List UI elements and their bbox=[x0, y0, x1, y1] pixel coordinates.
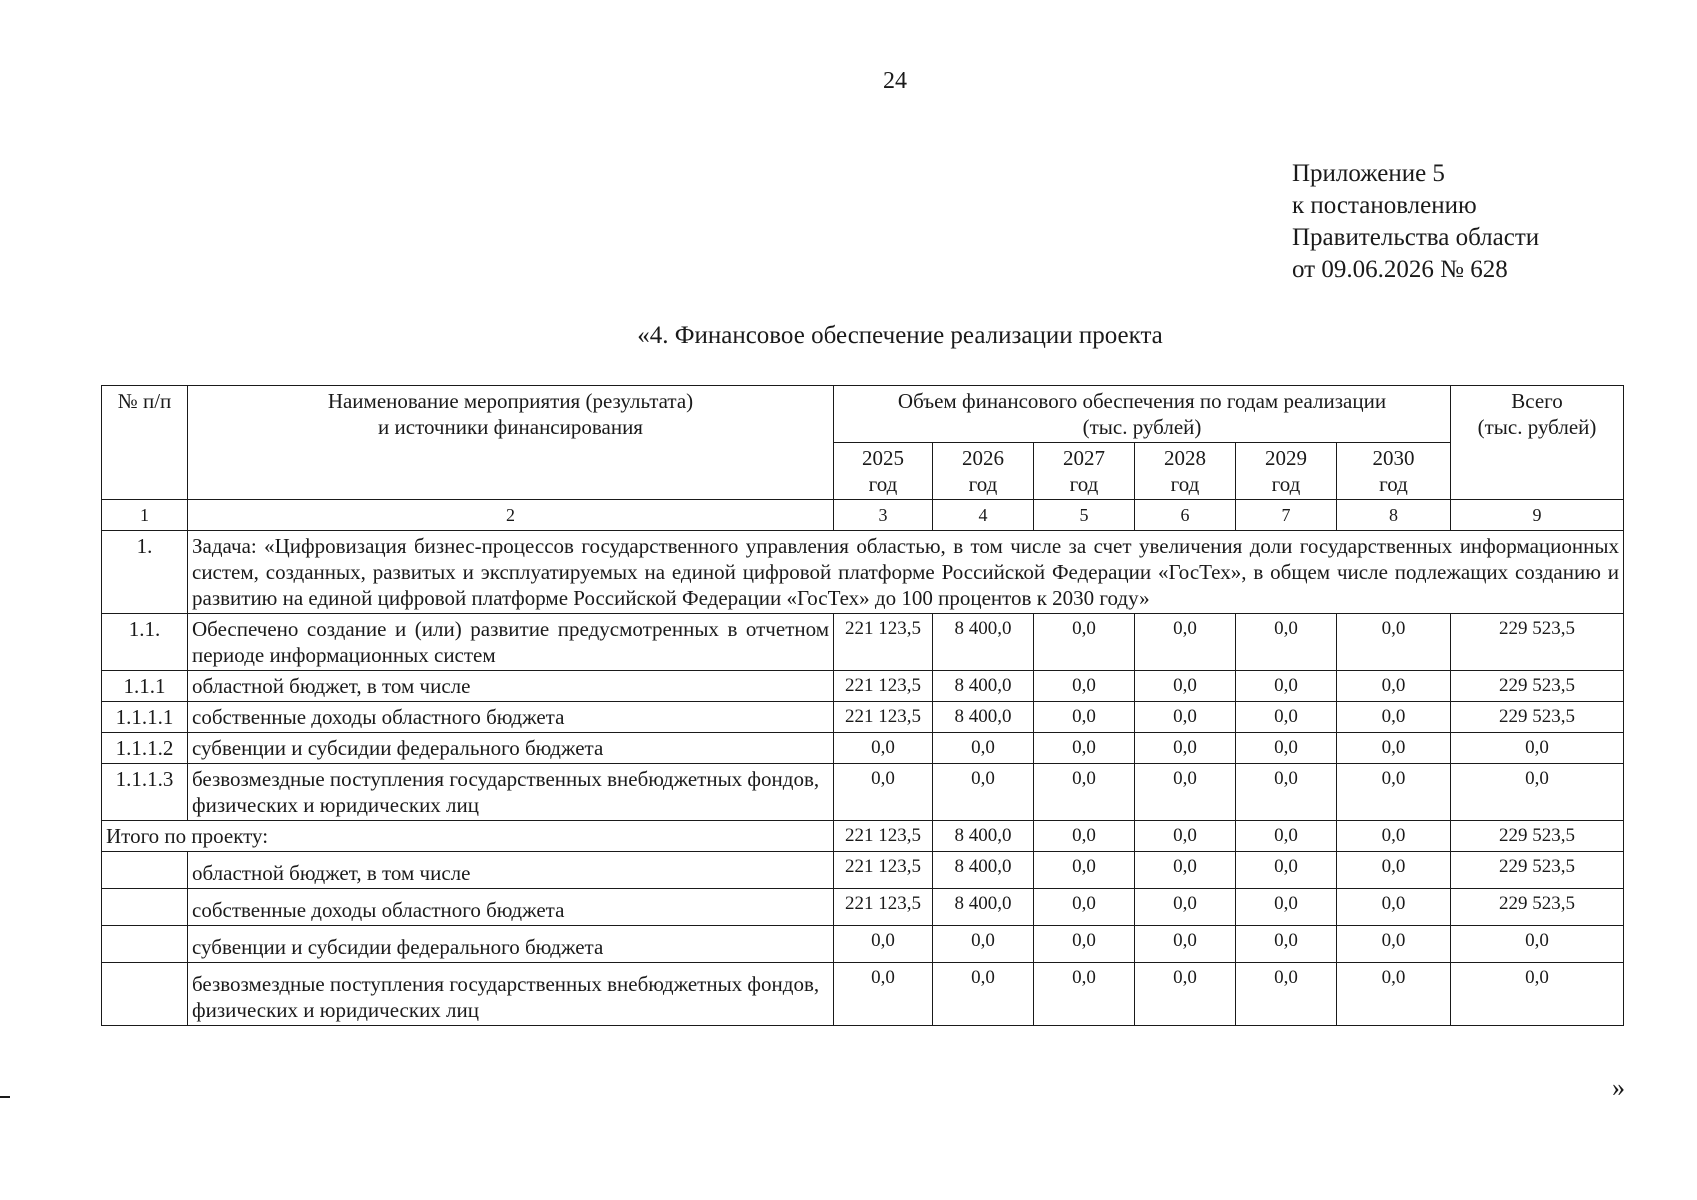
header-volume bbox=[834, 386, 1451, 443]
total-sub-name: безвозмездные поступления государственных внебюджетных фондов, физических и юридических лиц bbox=[188, 963, 834, 1026]
closing-quote: » bbox=[1612, 1073, 1625, 1102]
total-sub-value: 0,0 bbox=[1337, 963, 1451, 1026]
row-value: 0,0 bbox=[1034, 733, 1135, 764]
row-value: 8 400,0 bbox=[933, 671, 1034, 702]
header-year-cell bbox=[834, 443, 933, 500]
column-number: 6 bbox=[1135, 500, 1236, 531]
header-total-line: (тыс. рублей) bbox=[1477, 415, 1597, 439]
total-sub-value: 0,0 bbox=[933, 963, 1034, 1026]
total-value: 0,0 bbox=[1135, 821, 1236, 852]
total-sub-row bbox=[102, 852, 1624, 889]
row-value: 0,0 bbox=[1337, 764, 1451, 821]
total-sub-num bbox=[102, 852, 188, 889]
row-num: 1.1. bbox=[102, 614, 188, 671]
total-sub-total: 0,0 bbox=[1451, 963, 1624, 1026]
row-name: областной бюджет, в том числе bbox=[188, 671, 834, 702]
header-year: 2026 bbox=[962, 446, 1004, 470]
header-year-suffix: год bbox=[968, 472, 998, 496]
row-value: 0,0 bbox=[933, 733, 1034, 764]
table-row bbox=[102, 764, 1624, 821]
header-year-cell bbox=[933, 443, 1034, 500]
header-year: 2028 bbox=[1164, 446, 1206, 470]
total-value: 0,0 bbox=[1236, 821, 1337, 852]
total-sub-total: 229 523,5 bbox=[1451, 889, 1624, 926]
total-sub-value: 0,0 bbox=[1236, 963, 1337, 1026]
header-name-line: Наименование мероприятия (результата) bbox=[327, 389, 694, 413]
row-num: 1.1.1 bbox=[102, 671, 188, 702]
total-value: 0,0 bbox=[1034, 821, 1135, 852]
row-num: 1.1.1.1 bbox=[102, 702, 188, 733]
total-sub-value: 0,0 bbox=[834, 926, 933, 963]
total-sub-value: 0,0 bbox=[1034, 926, 1135, 963]
column-number: 3 bbox=[834, 500, 933, 531]
row-value: 0,0 bbox=[1337, 702, 1451, 733]
appendix-line: к постановлению bbox=[1292, 192, 1477, 219]
row-total: 0,0 bbox=[1451, 733, 1624, 764]
financing-table bbox=[101, 385, 1624, 1026]
total-sub-row bbox=[102, 963, 1624, 1026]
row-value: 0,0 bbox=[1034, 671, 1135, 702]
total-sub-num bbox=[102, 926, 188, 963]
row-value: 0,0 bbox=[1337, 671, 1451, 702]
total-label: Итого по проекту: bbox=[102, 821, 834, 852]
task-num: 1. bbox=[102, 531, 188, 614]
total-sub-name: собственные доходы областного бюджета bbox=[188, 889, 834, 926]
row-value: 0,0 bbox=[1034, 764, 1135, 821]
row-value: 0,0 bbox=[1337, 614, 1451, 671]
appendix-block bbox=[1292, 158, 1539, 286]
header-year-suffix: год bbox=[1379, 472, 1408, 496]
row-name: безвозмездные поступления государственных внебюджетных фондов, физических и юридических лиц bbox=[188, 764, 834, 821]
header-total-line: Всего bbox=[1511, 389, 1563, 413]
row-value: 0,0 bbox=[1135, 733, 1236, 764]
total-sub-value: 8 400,0 bbox=[933, 852, 1034, 889]
total-row bbox=[102, 821, 1624, 852]
total-sub-value: 0,0 bbox=[1135, 889, 1236, 926]
row-value: 0,0 bbox=[1236, 764, 1337, 821]
row-total: 229 523,5 bbox=[1451, 671, 1624, 702]
table-row bbox=[102, 614, 1624, 671]
row-total: 0,0 bbox=[1451, 764, 1624, 821]
margin-dash bbox=[0, 1096, 10, 1098]
header-year-suffix: год bbox=[1271, 472, 1301, 496]
header-name bbox=[188, 386, 834, 500]
header-year-cell bbox=[1034, 443, 1135, 500]
column-number: 1 bbox=[102, 500, 188, 531]
task-row bbox=[102, 531, 1624, 614]
row-value: 221 123,5 bbox=[834, 702, 933, 733]
total-value: 221 123,5 bbox=[834, 821, 933, 852]
document-title: «4. Финансовое обеспечение реализации проекта bbox=[637, 322, 1163, 349]
appendix-line: Приложение 5 bbox=[1292, 160, 1445, 187]
total-sub-value: 0,0 bbox=[1135, 926, 1236, 963]
column-number: 5 bbox=[1034, 500, 1135, 531]
header-year-cell bbox=[1337, 443, 1451, 500]
header-year-suffix: год bbox=[868, 472, 898, 496]
task-text: Задача: «Цифровизация бизнес-процессов государственного управления областью, в том числе за счет увеличения доли государственных информационных систем, созданных, развитых и эксплуатируемых на единой цифровой платформе Российской Федерации «ГосТех», в общем числе подлежащих созданию и развитию на единой цифровой платформе Российской Федерации «ГосТех» до 100 процентов к 2030 году» bbox=[188, 531, 1624, 614]
header-year-cell bbox=[1135, 443, 1236, 500]
header-year-cell bbox=[1236, 443, 1337, 500]
total-sub-row bbox=[102, 926, 1624, 963]
total-sub-value: 0,0 bbox=[1236, 926, 1337, 963]
row-value: 0,0 bbox=[1236, 614, 1337, 671]
row-value: 0,0 bbox=[1135, 671, 1236, 702]
column-numbers-row bbox=[102, 500, 1624, 531]
total-value: 0,0 bbox=[1337, 821, 1451, 852]
row-value: 221 123,5 bbox=[834, 671, 933, 702]
column-number: 2 bbox=[188, 500, 834, 531]
total-sub-value: 0,0 bbox=[1135, 852, 1236, 889]
row-value: 0,0 bbox=[1236, 733, 1337, 764]
total-sub-value: 221 123,5 bbox=[834, 852, 933, 889]
header-year-suffix: год bbox=[1170, 472, 1200, 496]
header-volume-line: Объем финансового обеспечения по годам реализации bbox=[897, 389, 1387, 413]
row-value: 0,0 bbox=[834, 733, 933, 764]
table-row bbox=[102, 702, 1624, 733]
row-value: 0,0 bbox=[1236, 702, 1337, 733]
header-year: 2025 bbox=[862, 446, 904, 470]
row-total: 229 523,5 bbox=[1451, 614, 1624, 671]
total-sub-total: 229 523,5 bbox=[1451, 852, 1624, 889]
table-row bbox=[102, 671, 1624, 702]
row-value: 0,0 bbox=[1034, 702, 1135, 733]
column-number: 4 bbox=[933, 500, 1034, 531]
total-sub-value: 221 123,5 bbox=[834, 889, 933, 926]
header-total bbox=[1451, 386, 1624, 500]
column-number: 7 bbox=[1236, 500, 1337, 531]
header-year: 2027 bbox=[1063, 446, 1105, 470]
appendix-line: Правительства области bbox=[1292, 224, 1540, 251]
page-number: 24 bbox=[883, 68, 907, 94]
row-value: 0,0 bbox=[1034, 614, 1135, 671]
row-value: 0,0 bbox=[1135, 764, 1236, 821]
total-sub-value: 0,0 bbox=[1135, 963, 1236, 1026]
total-sub-value: 8 400,0 bbox=[933, 889, 1034, 926]
row-name: собственные доходы областного бюджета bbox=[188, 702, 834, 733]
row-value: 0,0 bbox=[834, 764, 933, 821]
header-year: 2030 bbox=[1372, 446, 1415, 470]
total-sub-value: 0,0 bbox=[1236, 889, 1337, 926]
total-sub-total: 0,0 bbox=[1451, 926, 1624, 963]
row-value: 8 400,0 bbox=[933, 702, 1034, 733]
row-name: Обеспечено создание и (или) развитие предусмотренных в отчетном периоде информационных систем bbox=[188, 614, 834, 671]
header-num: № п/п bbox=[102, 386, 188, 500]
header-name-line: и источники финансирования bbox=[378, 415, 643, 439]
table-row bbox=[102, 733, 1624, 764]
row-value: 0,0 bbox=[1236, 671, 1337, 702]
total-value: 8 400,0 bbox=[933, 821, 1034, 852]
total-sub-value: 0,0 bbox=[1337, 852, 1451, 889]
row-value: 0,0 bbox=[1135, 614, 1236, 671]
column-number: 8 bbox=[1337, 500, 1451, 531]
row-value: 0,0 bbox=[1135, 702, 1236, 733]
total-sub-num bbox=[102, 889, 188, 926]
total-sub-value: 0,0 bbox=[1337, 926, 1451, 963]
row-value: 0,0 bbox=[933, 764, 1034, 821]
total-sub-value: 0,0 bbox=[1236, 852, 1337, 889]
header-year-suffix: год bbox=[1069, 472, 1099, 496]
total-sub-num bbox=[102, 963, 188, 1026]
row-name: субвенции и субсидии федерального бюджета bbox=[188, 733, 834, 764]
total-sub-value: 0,0 bbox=[1034, 889, 1135, 926]
total-sub-row bbox=[102, 889, 1624, 926]
header-row bbox=[102, 386, 1624, 443]
row-num: 1.1.1.3 bbox=[102, 764, 188, 821]
total-sum: 229 523,5 bbox=[1451, 821, 1624, 852]
row-num: 1.1.1.2 bbox=[102, 733, 188, 764]
total-sub-value: 0,0 bbox=[933, 926, 1034, 963]
total-sub-value: 0,0 bbox=[1034, 852, 1135, 889]
row-value: 0,0 bbox=[1337, 733, 1451, 764]
header-year: 2029 bbox=[1265, 446, 1307, 470]
header-volume-line: (тыс. рублей) bbox=[1082, 415, 1202, 439]
total-sub-name: субвенции и субсидии федерального бюджета bbox=[188, 926, 834, 963]
appendix-line: от 09.06.2026 № 628 bbox=[1292, 256, 1508, 283]
row-value: 221 123,5 bbox=[834, 614, 933, 671]
row-total: 229 523,5 bbox=[1451, 702, 1624, 733]
column-number: 9 bbox=[1451, 500, 1624, 531]
total-sub-value: 0,0 bbox=[834, 963, 933, 1026]
row-value: 8 400,0 bbox=[933, 614, 1034, 671]
total-sub-name: областной бюджет, в том числе bbox=[188, 852, 834, 889]
total-sub-value: 0,0 bbox=[1034, 963, 1135, 1026]
total-sub-value: 0,0 bbox=[1337, 889, 1451, 926]
